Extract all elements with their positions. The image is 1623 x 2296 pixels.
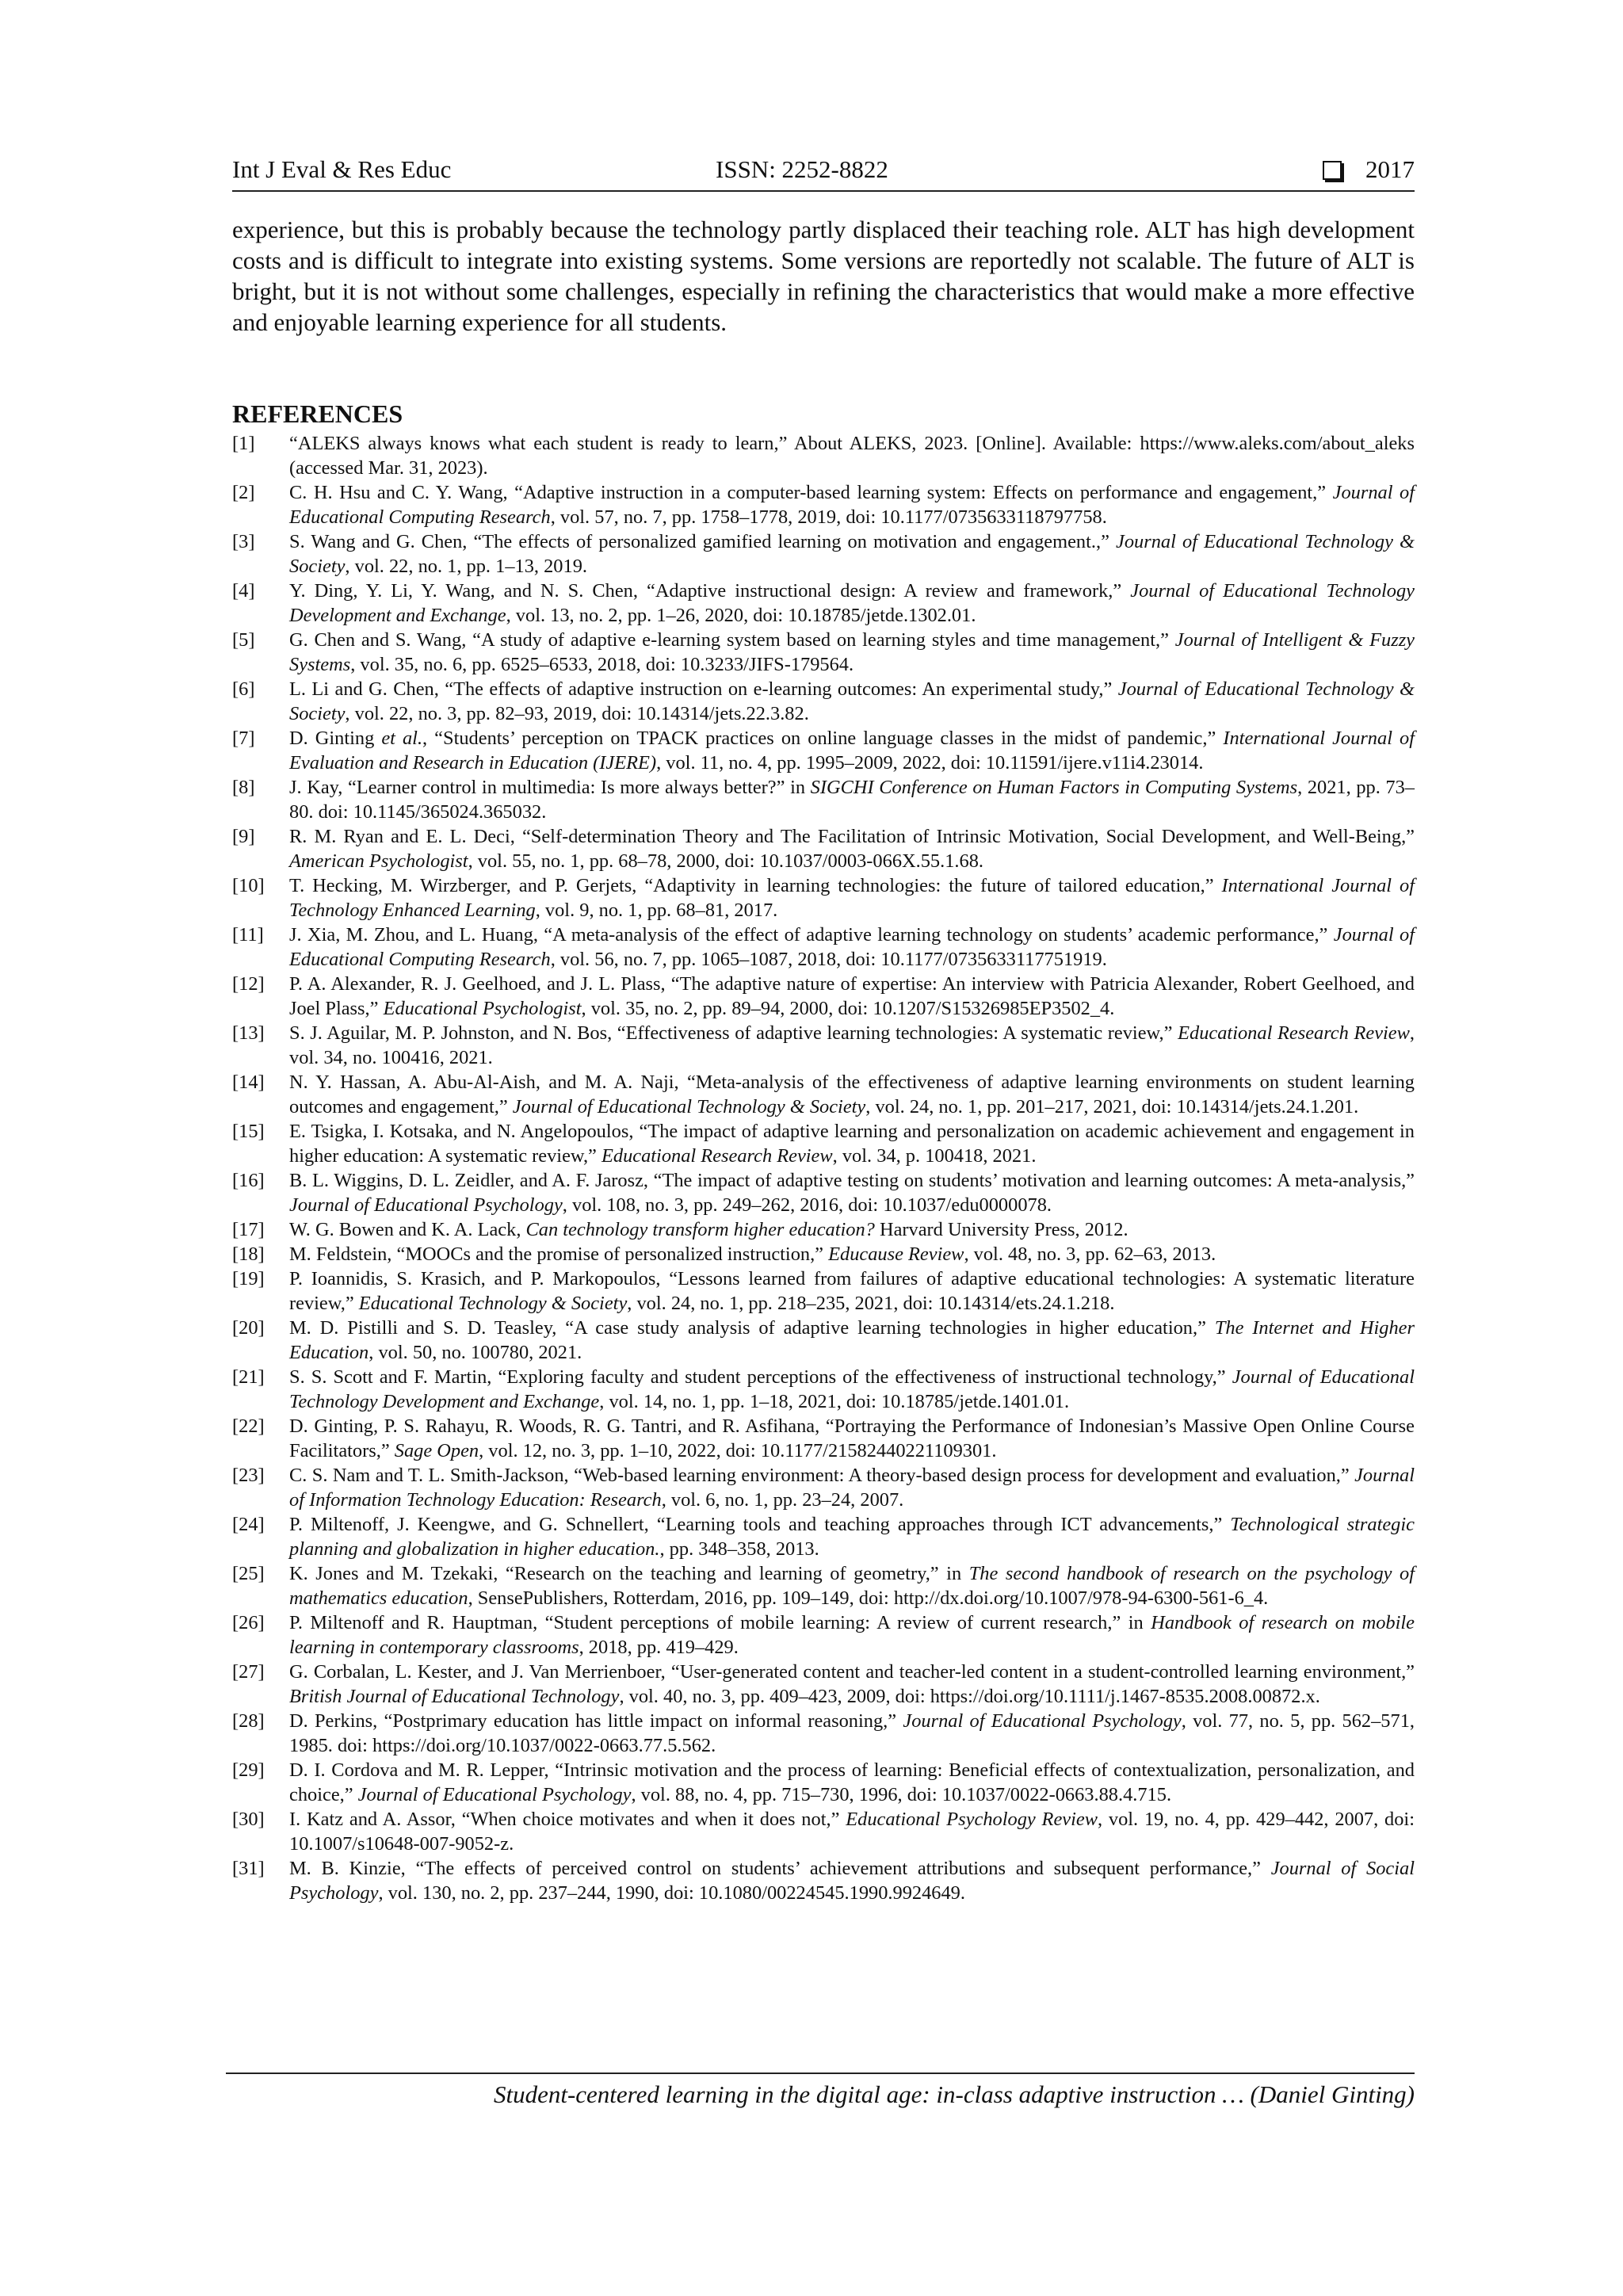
reference-number: [12]: [232, 973, 265, 995]
references-heading: REFERENCES: [232, 399, 403, 428]
reference-text: P. Miltenoff, J. Keengwe, and G. Schnellert, “Learning tools and teaching approaches through ICT advancements,” Technological strategic planning and globalization in higher education., pp. 348–358, 2013.: [289, 1514, 1415, 1560]
reference-item: [232, 1266, 1415, 1316]
reference-item: [232, 873, 1415, 923]
reference-number: [4]: [232, 580, 255, 602]
reference-text: E. Tsigka, I. Kotsaka, and N. Angelopoulos, “The impact of adaptive learning and personalization on academic achievement and engagement in higher education: A systematic review,” Educational Research Review, vol. 34, p. 100418, 2021.: [289, 1121, 1415, 1167]
reference-number: [9]: [232, 826, 255, 847]
reference-item: [232, 824, 1415, 873]
running-header: [232, 155, 1415, 192]
reference-text: M. Feldstein, “MOOCs and the promise of personalized instruction,” Educause Review, vol. 48, no. 3, pp. 62–63, 2013.: [289, 1244, 1216, 1265]
reference-item: [232, 1512, 1415, 1561]
reference-text: S. S. Scott and F. Martin, “Exploring faculty and student perceptions of the effectiveness of instructional technology,” Journal of Educational Technology Development and Exchange, vol. 14, no. 1, pp. 1–18, 2021, doi: 10.18785/jetde.1401.01.: [289, 1366, 1415, 1412]
journal-name: Int J Eval & Res Educ: [232, 155, 452, 183]
reference-text: P. Ioannidis, S. Krasich, and P. Markopoulos, “Lessons learned from failures of adaptive educational technologies: A systematic literature review,” Educational Technology & Society, vol. 24, no. 1, pp. 218–235, 2021, doi: 10.14314/ets.24.1.218.: [289, 1268, 1415, 1314]
reference-number: [5]: [232, 629, 255, 651]
reference-number: [13]: [232, 1022, 265, 1044]
reference-item: [232, 1758, 1415, 1807]
reference-number: [10]: [232, 875, 265, 896]
reference-number: [16]: [232, 1170, 265, 1191]
reference-number: [21]: [232, 1366, 265, 1388]
reference-item: [232, 726, 1415, 775]
reference-item: [232, 1610, 1415, 1660]
square-box-icon: [1323, 161, 1342, 180]
reference-text: L. Li and G. Chen, “The effects of adaptive instruction on e-learning outcomes: An experimental study,” Journal of Educational Technology & Society, vol. 22, no. 3, pp. 82–93, 2019, doi: 10.14314/jets.22.3.82.: [289, 678, 1415, 724]
reference-number: [1]: [232, 433, 255, 454]
reference-number: [20]: [232, 1317, 265, 1339]
reference-number: [6]: [232, 678, 255, 700]
reference-number: [29]: [232, 1759, 265, 1781]
reference-item: [232, 579, 1415, 628]
reference-item: [232, 1463, 1415, 1512]
references-list: [232, 431, 1415, 1905]
reference-number: [24]: [232, 1514, 265, 1535]
reference-item: [232, 628, 1415, 677]
reference-item: [232, 1709, 1415, 1758]
reference-text: “ALEKS always knows what each student is ready to learn,” About ALEKS, 2023. [Online]. Available: https://www.aleks.com/about_aleks (accessed Mar. 31, 2023).: [289, 433, 1415, 479]
reference-text: R. M. Ryan and E. L. Deci, “Self-determination Theory and The Facilitation of Intrinsic Motivation, Social Development, and Well-Being,” American Psychologist, vol. 55, no. 1, pp. 68–78, 2000, doi: 10.1037/0003-066X.55.1.68.: [289, 826, 1415, 872]
intro-paragraph-block: [232, 214, 1415, 338]
reference-text: S. Wang and G. Chen, “The effects of personalized gamified learning on motivation and engagement.,” Journal of Educational Technology & Society, vol. 22, no. 1, pp. 1–13, 2019.: [289, 531, 1415, 577]
intro-paragraph: experience, but this is probably because the technology partly displaced their teaching role. ALT has high development costs and is difficult to integrate into existing systems. Some versions are reportedly not scalable. The future of ALT is bright, but it is not without some challenges, especially in refining the characteristics that would make a more effective and enjoyable learning experience for all students.: [232, 216, 1415, 336]
reference-text: W. G. Bowen and K. A. Lack, Can technology transform higher education? Harvard University Press, 2012.: [289, 1219, 1128, 1240]
reference-text: S. J. Aguilar, M. P. Johnston, and N. Bos, “Effectiveness of adaptive learning technologies: A systematic review,” Educational Research Review, vol. 34, no. 100416, 2021.: [289, 1022, 1415, 1068]
reference-number: [7]: [232, 728, 255, 749]
reference-number: [17]: [232, 1219, 265, 1240]
reference-number: [27]: [232, 1661, 265, 1683]
header-right: [1323, 155, 1415, 184]
reference-item: [232, 1168, 1415, 1217]
reference-number: [2]: [232, 482, 255, 503]
reference-text: D. I. Cordova and M. R. Lepper, “Intrinsic motivation and the process of learning: Beneficial effects of contextualization, personalization, and choice,” Journal of Educational Psychology, vol. 88, no. 4, pp. 715–730, 1996, doi: 10.1037/0022-0663.88.4.715.: [289, 1759, 1415, 1805]
reference-item: [232, 775, 1415, 824]
reference-text: K. Jones and M. Tzekaki, “Research on the teaching and learning of geometry,” in The second handbook of research on the psychology of mathematics education, SensePublishers, Rotterdam, 2016, pp. 109–149, doi: http://dx.doi.org/10.1007/978-94-6300-561-6_4.: [289, 1563, 1415, 1609]
reference-item: [232, 1365, 1415, 1414]
reference-number: [26]: [232, 1612, 265, 1633]
reference-number: [15]: [232, 1121, 265, 1142]
footer-divider: [226, 2073, 1415, 2074]
reference-text: D. Perkins, “Postprimary education has little impact on informal reasoning,” Journal of Educational Psychology, vol. 77, no. 5, pp. 562–571, 1985. doi: https://doi.org/10.1037/0022-0663.77.5.562.: [289, 1710, 1415, 1756]
issn-label: ISSN: 2252-8822: [716, 155, 888, 183]
reference-item: [232, 972, 1415, 1021]
reference-number: [18]: [232, 1244, 265, 1265]
reference-number: [28]: [232, 1710, 265, 1732]
reference-item: [232, 1070, 1415, 1119]
reference-text: I. Katz and A. Assor, “When choice motivates and when it does not,” Educational Psychology Review, vol. 19, no. 4, pp. 429–442, 2007, doi: 10.1007/s10648-007-9052-z.: [289, 1809, 1415, 1855]
reference-number: [30]: [232, 1809, 265, 1830]
reference-item: [232, 1119, 1415, 1168]
reference-text: D. Ginting, P. S. Rahayu, R. Woods, R. G. Tantri, and R. Asfihana, “Portraying the Performance of Indonesian’s Massive Open Online Course Facilitators,” Sage Open, vol. 12, no. 3, pp. 1–10, 2022, doi: 10.1177/21582440221109301.: [289, 1415, 1415, 1461]
reference-item: [232, 529, 1415, 579]
reference-text: B. L. Wiggins, D. L. Zeidler, and A. F. Jarosz, “The impact of adaptive testing on students’ motivation and learning outcomes: A meta-analysis,” Journal of Educational Psychology, vol. 108, no. 3, pp. 249–262, 2016, doi: 10.1037/edu0000078.: [289, 1170, 1415, 1216]
reference-number: [11]: [232, 924, 264, 946]
reference-item: [232, 923, 1415, 972]
reference-text: M. D. Pistilli and S. D. Teasley, “A case study analysis of adaptive learning technologies in higher education,” The Internet and Higher Education, vol. 50, no. 100780, 2021.: [289, 1317, 1415, 1363]
reference-text: P. A. Alexander, R. J. Geelhoed, and J. L. Plass, “The adaptive nature of expertise: An interview with Patricia Alexander, Robert Geelhoed, and Joel Plass,” Educational Psychologist, vol. 35, no. 2, pp. 89–94, 2000, doi: 10.1207/S15326985EP3502_4.: [289, 973, 1415, 1019]
reference-item: [232, 1021, 1415, 1070]
reference-item: [232, 1856, 1415, 1905]
reference-item: [232, 1316, 1415, 1365]
reference-text: J. Kay, “Learner control in multimedia: Is more always better?” in SIGCHI Conference on Human Factors in Computing Systems, 2021, pp. 73–80. doi: 10.1145/365024.365032.: [289, 777, 1415, 823]
reference-number: [22]: [232, 1415, 265, 1437]
reference-item: [232, 431, 1415, 480]
reference-text: C. H. Hsu and C. Y. Wang, “Adaptive instruction in a computer-based learning system: Effects on performance and engagement,” Journal of Educational Computing Research, vol. 57, no. 7, pp. 1758–1778, 2019, doi: 10.1177/0735633118797758.: [289, 482, 1415, 528]
reference-text: Y. Ding, Y. Li, Y. Wang, and N. S. Chen, “Adaptive instructional design: A review and framework,” Journal of Educational Technology Development and Exchange, vol. 13, no. 2, pp. 1–26, 2020, doi: 10.18785/jetde.1302.01.: [289, 580, 1415, 626]
reference-text: G. Corbalan, L. Kester, and J. Van Merrienboer, “User-generated content and teacher-led content in a student-controlled learning environment,” British Journal of Educational Technology, vol. 40, no. 3, pp. 409–423, 2009, doi: https://doi.org/10.1111/j.1467-8535.2008.00872.x.: [289, 1661, 1415, 1707]
reference-number: [23]: [232, 1465, 265, 1486]
reference-number: [8]: [232, 777, 255, 798]
reference-item: [232, 1561, 1415, 1610]
reference-number: [25]: [232, 1563, 265, 1584]
reference-item: [232, 1807, 1415, 1856]
reference-text: C. S. Nam and T. L. Smith-Jackson, “Web-based learning environment: A theory-based design process for development and evaluation,” Journal of Information Technology Education: Research, vol. 6, no. 1, pp. 23–24, 2007.: [289, 1465, 1415, 1511]
page-number: 2017: [1365, 155, 1415, 183]
reference-item: [232, 1217, 1415, 1242]
reference-text: G. Chen and S. Wang, “A study of adaptive e-learning system based on learning styles and time management,” Journal of Intelligent & Fuzzy Systems, vol. 35, no. 6, pp. 6525–6533, 2018, doi: 10.3233/JIFS-179564.: [289, 629, 1415, 675]
reference-text: N. Y. Hassan, A. Abu-Al-Aish, and M. A. Naji, “Meta-analysis of the effectiveness of adaptive learning environments on student learning outcomes and engagement,” Journal of Educational Technology & Society, vol. 24, no. 1, pp. 201–217, 2021, doi: 10.14314/jets.24.1.201.: [289, 1072, 1415, 1117]
reference-item: [232, 480, 1415, 529]
reference-item: [232, 1242, 1415, 1266]
reference-number: [14]: [232, 1072, 265, 1093]
reference-text: D. Ginting et al., “Students’ perception on TPACK practices on online language classes in the midst of pandemic,” International Journal of Evaluation and Research in Education (IJERE), vol. 11, no. 4, pp. 1995–2009, 2022, doi: 10.11591/ijere.v11i4.23014.: [289, 728, 1415, 774]
reference-number: [19]: [232, 1268, 265, 1289]
reference-text: T. Hecking, M. Wirzberger, and P. Gerjets, “Adaptivity in learning technologies: the future of tailored education,” International Journal of Technology Enhanced Learning, vol. 9, no. 1, pp. 68–81, 2017.: [289, 875, 1415, 921]
reference-text: J. Xia, M. Zhou, and L. Huang, “A meta-analysis of the effect of adaptive learning technology on students’ academic performance,” Journal of Educational Computing Research, vol. 56, no. 7, pp. 1065–1087, 2018, doi: 10.1177/0735633117751919.: [289, 924, 1415, 970]
running-footer: Student-centered learning in the digital age: in-class adaptive instruction … (Daniel Ginting): [493, 2080, 1415, 2108]
reference-text: P. Miltenoff and R. Hauptman, “Student perceptions of mobile learning: A review of current research,” in Handbook of research on mobile learning in contemporary classrooms, 2018, pp. 419–429.: [289, 1612, 1415, 1658]
reference-number: [3]: [232, 531, 255, 552]
reference-item: [232, 677, 1415, 726]
reference-number: [31]: [232, 1858, 265, 1879]
reference-item: [232, 1414, 1415, 1463]
reference-item: [232, 1660, 1415, 1709]
reference-text: M. B. Kinzie, “The effects of perceived control on students’ achievement attributions and subsequent performance,” Journal of Social Psychology, vol. 130, no. 2, pp. 237–244, 1990, doi: 10.1080/00224545.1990.9924649.: [289, 1858, 1415, 1904]
